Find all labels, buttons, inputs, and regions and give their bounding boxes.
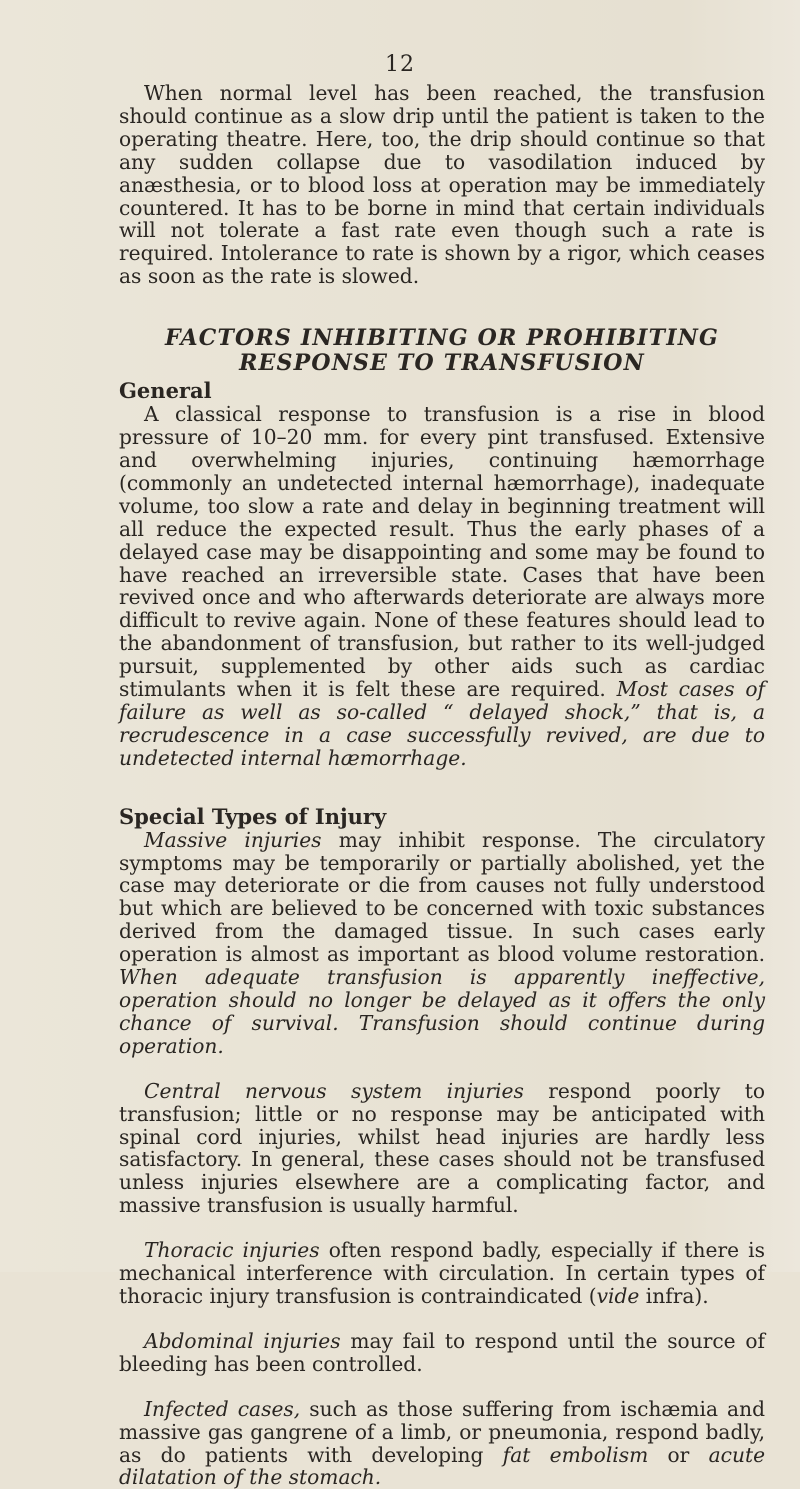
abdominal-text: may fail to respond until the source of bleeding has been controlled. — [119, 1329, 765, 1376]
infected-paragraph — [119, 1398, 765, 1489]
infected-acute: acute dilatation of the stomach. — [119, 1443, 765, 1489]
thoracic-lead: Thoracic injuries — [144, 1238, 320, 1262]
infected-or: or — [668, 1443, 690, 1467]
text-column — [119, 82, 765, 1489]
cns-text: respond poorly to transfusion; little or no response may be anticipated with spinal cord injuries, whilst head injuries are hardly less satisfactory. In general, these cases should not be transfused unless injuries elsewhere are a complicating factor, and massive transfusion is usually harmful. — [119, 1079, 765, 1218]
general-italic: Most cases of failure as well as so-called “ delayed shock,” that is, a recrudescence in a case successfully revived, are due to undetected internal hæmorrhage. — [119, 677, 765, 770]
thoracic-vide: vide — [597, 1284, 640, 1308]
section-heading: FACTORS INHIBITING OR PROHIBITING RESPONSE TO TRANSFUSION — [119, 326, 765, 376]
thoracic-text-1: often respond badly, especially if there is mechanical interference with circulation. In certain types of thoracic injury transfusion is contraindicated ( — [119, 1238, 765, 1308]
massive-paragraph — [119, 829, 765, 1058]
thoracic-paragraph — [119, 1239, 765, 1308]
massive-lead: Massive injuries — [144, 828, 322, 852]
cns-lead: Central nervous system injuries — [144, 1079, 524, 1103]
thoracic-text-2: infra). — [646, 1284, 709, 1308]
page-number: 12 — [0, 52, 800, 77]
massive-text: may inhibit response. The circulatory symptoms may be temporarily or partially abolished, yet the case may deteriorate or die from causes not fully understood but which are believed to be concerned with toxic substances derived from the damaged tissue. In such cases early operation is almost as important as blood volume restoration. — [119, 828, 765, 967]
general-heading: General — [119, 378, 765, 403]
massive-italic: When adequate transfusion is apparently ineffective, operation should no longer be delayed as it offers the only chance of survival. Transfusion should continue during operation. — [119, 965, 765, 1058]
infected-fat: fat embolism — [503, 1443, 648, 1467]
infected-lead: Infected cases, — [144, 1397, 300, 1421]
infected-text-1: such as those suffering from ischæmia and massive gas gangrene of a limb, or pneumonia, respond badly, as do patients with developing — [119, 1397, 765, 1467]
general-paragraph — [119, 403, 765, 770]
special-heading: Special Types of Injury — [119, 804, 765, 829]
intro-paragraph: When normal level has been reached, the transfusion should continue as a slow drip until the patient is taken to the operating theatre. Here, too, the drip should continue so that any sudden collapse due to vasodilation induced by anæsthesia, or to blood loss at operation may be immediately countered. It has to be borne in mind that certain individuals will not tolerate a fast rate even though such a rate is required. Intolerance to rate is shown by a rigor, which ceases as soon as the rate is slowed. — [119, 82, 765, 288]
general-text: A classical response to transfusion is a rise in blood pressure of 10–20 mm. for every pint transfused. Extensive and overwhelming injuries, continuing hæmorrhage (commonly an undetected internal hæmorrhage), inadequate volume, too slow a rate and delay in beginning treatment will all reduce the expected result. Thus the early phases of a delayed case may be disappointing and some may be found to have reached an irreversible state. Cases that have been revived once and who afterwards deteriorate are always more difficult to revive again. None of these features should lead to the abandonment of transfusion, but rather to its well-judged pursuit, supplemented by other aids such as cardiac stimulants when it is felt these are required. — [119, 402, 765, 701]
abdominal-paragraph — [119, 1330, 765, 1376]
abdominal-lead: Abdominal injuries — [144, 1329, 341, 1353]
cns-paragraph — [119, 1080, 765, 1217]
